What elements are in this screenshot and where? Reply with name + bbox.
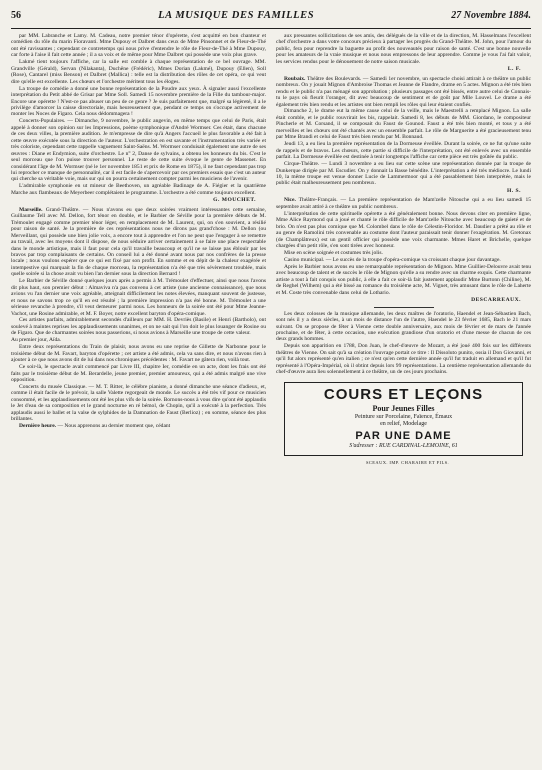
city-heading: Roubaix.	[284, 75, 306, 82]
article-paragraph	[11, 344, 266, 363]
ad-line-1: Peinture sur Porcelaine, Faïence, Émaux	[354, 413, 453, 420]
paragraph-text: Entre deux représentations du Train de plaisir, nous avons eu une reprise de Gillette de Narbonne pour le troisième début de M. Favart, baryton d'opérette ; cet artiste a été admis, cela va sans dire, et nous n'avons rien à ajouter à ce que nous avons dit de lui dans nos chroniques précédentes : M. Favart ne gâtera rien, voilà tout.	[11, 344, 266, 364]
right-column-part-4	[276, 311, 531, 376]
article-paragraph	[276, 108, 531, 140]
article-paragraph	[276, 311, 531, 343]
paragraph-text: Théâtre des Boulevards. — Samedi 1er novembre, un spectacle choisi attirait à ce théâtre un public nombreux. On y jouait Mignon d'Ambroise Thomas et Jeanne de Flandre, drame en 5 actes. Mignon a été très bien rendu et le public n'a pas ménagé son approbation ; plusieurs passages ont été bissés, entre autre celui de Connais-tu le pays où fleurit l'oranger, dit avec beaucoup de sentiment et de goût par Mlle Louvel. Le drame a été également très bien rendu et les artistes ont bien rempli les rôles qui leur étaient confiés.	[276, 75, 531, 108]
paragraph-text: — Nous apprenons au dernier moment que, cédant	[56, 423, 171, 430]
city-heading: Nice.	[284, 197, 296, 204]
article-paragraph	[11, 278, 266, 317]
article-paragraph	[11, 207, 266, 278]
paragraph-text: Les deux colosses de la musique allemande, les deux maîtres de l'oratorio, Haendel et Jean-Sébastien Bach, sont nés il y a deux siècles, à un mois de distance l'un de l'autre, Haendel le 23 février 1685, Bach le 21 mars suivant. On se propose de fêter à Vienne cette double anniversaire, aux mois de février et de mars de l'année prochaine, et de fêter, à cette occasion, une exécution grandiose d'un oratorio et d'une messe de chacun de ces deux grands hommes.	[276, 310, 531, 343]
paragraph-text: Concerts-Populaires. — Dimanche, 9 novembre, le public angevin, en même temps que celui de Paris, était appelé à donner son opinion sur les Impressions, poème symphonique d'André Wormser. Ces était, dans chacune de ces deux villes, la première audition. Je m'empresse de dire qu'à Angers l'accueil le plus favorable a été fait à cette œuvre exécutée sous la direction de l'auteur. L'orchestration en est savante et l'instrumentation très variée et très coloriste, cependant cette rappelle vaguement Saint-Saëns. M. Wormser conduisait également une autre de ses œuvres : Diane et Endymion, suite d'orchestre. Le n° 2, Danse de sylvains, a obtenu les honneurs du bis. C'est le seul morceau que l'on puisse trouver personnel. Le reste de cette suite évoque le genre de Massenet. En considérant l'âge de M. Wormser (né le 1er novembre 1851 et prix de Rome en 1875), il ne faut cependant pas trop lui reprocher ce manque de personnalité, car il est facile de s'apercevoir par ces premiers essais que c'est un auteur qui cherche sa véritable voie, mais sur qui on pourra certainement compter parmi les musiciens de l'avenir.	[11, 118, 266, 183]
article-paragraph	[11, 423, 266, 429]
paragraph-text: L'admirable symphonie en ut mineur de Beethoven, un agréable Badinage de A. Fiégier et la quatrième Marche aux flambeaux de Meyerbeer complétaient le programme. L'orchestre a été comme toujours excellent.	[11, 183, 266, 196]
paragraph-text: Le Barbier de Séville donné quelques jours après a permis à M. Trémoulet d'effectuer, ainsi que nous l'avons dit plus haut, son premier début : Almaviva n'a pas convenu à cet artiste (une ancienne connaissance), que nous avions vu l'an dernier une voix agréable, atteignait difficilement les notes élevées, manquant souvent de justesse, et nous ne savons trop ce qu'il en est résulté ; la première impression n'a pas été bonne. M. Trémoulet a une sérieuse revanche à prendre, s'il veut demeurer parmi nous. Les honneurs de la soirée ont été pour Mme Jeanne-Vachot, une Rosine admirable, et M. F. Boyer, notre excellent baryton d'opéra-comique.	[11, 278, 266, 317]
paragraph-text: Lakmé tient toujours l'affiche, car la salle est comble à chaque représentation de ce bel ouvrage. MM. Grandville (Gérald), Servan (Nilakanta), Duchêne (Frédéric), Mmes Dorian (Lakmé), Dupouy (Ellen), Soll (Rose), Cantarel (miss Benson) et Dalbret (Mallica) : telle est la distribution des rôles de cet opéra, ce qui veut dire qu'elle est excellente. Les chœurs et l'orchestre méritent tous les éloges.	[11, 59, 266, 85]
header-rule	[11, 28, 531, 29]
paragraph-text: La troupe de comédie a donné une bonne représentation de la Poudre aux yeux. À signaler aussi l'excellente interprétation du Petit abbé de Grisar par Mme Soll. Samedi 15 novembre première de la Fille du tambour-major. Encore une opérette ! N'est-ce pas abuser un peu de ce genre ? Je suis parfaitement que, malgré sa légèreté, il a le privilège d'amorcer la caisse directoriale, mais heureusement que, pendant ce temps on s'occupe activement de monter les Noces de Figaro. Cela nous dédommagera !	[11, 85, 266, 118]
city-heading: Dernière heure.	[19, 423, 57, 430]
paragraph-text: Dimanche 2, le drame eut la même cause celui de la veille, mais le Maestrelli a remplacé Mignon. La salle était comble, et le public rouvrirait les bis, rappelait. Samedi 8, les débuts de MM. Giordano, le compositeur Pincherle et M. Corsand, il se composait du Faust de Gounod. Faust a été très bien monté, et tous y a été merveilles et les chœurs ont été chantés avec un ensemble parfait. Le rôle de Marguerite a été gracieusement tenu par Mme Brandi et celui de Faust très bien rendu par M. Bonnaud.	[276, 108, 531, 141]
separator-rule	[374, 307, 434, 308]
left-column-part-2	[11, 207, 266, 430]
article-paragraph	[11, 59, 266, 85]
paragraph-text: Mise en scène soignée et costumes très jolis.	[284, 250, 383, 256]
paragraph-text: par MM. Labranche et Lamy. M. Cadeau, notre premier ténor d'opérette, s'est acquitté en bon chanteur et comédien du rôle du marin Fioravanti. Mme Dupouy et Dalbret dans ceux de Mme Pinsonnet et de Fleur-de-Thé ont été ravissantes ; cependant ce contretemps qui nous prive d'entendre le rôle de Fleur-de-Thé à Mme Dupouy, car forte à l'aise il fait cette année ; il a sa voix et de même pour Mme Dalbret qui possède une voix plus grave.	[11, 33, 266, 59]
right-column-part-1	[276, 33, 531, 65]
article-paragraph	[276, 211, 531, 250]
article-paragraph	[11, 183, 266, 196]
article-paragraph	[276, 343, 531, 375]
ad-address: S'adresser : RUE CARDINAL-LEMOINE, 61	[349, 442, 458, 449]
paragraph-text: Depuis son apparition en 1788, Don Juan, le chef-d'œuvre de Mozart, a été joué 400 fois sur les différents théâtres de Vienne. On sait qu'à sa création l'ouvrage portait ce titre : Il Dissoluto punito, ossia il Don Giovanni, et qu'il fut alors représenté qu'en italien ; ce n'est qu'en cette dernière année qu'il fut traduit en allemand et qu'il fut représenté à l'Opéra-Impérial, où il obtint depuis lors 99 représentations. La centième représentation allemande du chef-d'œuvre aura lieu solennellement à ce théâtre, un de ces jours prochains.	[276, 343, 531, 376]
article-paragraph	[276, 197, 531, 210]
article-paragraph	[11, 317, 266, 336]
paragraph-text: Concerts du musée Classique. — M. T. Ritter, le célèbre pianiste, a donné dimanche une séance d'adieux, et, comme il était facile de le prévoir, la salle Valette regorgeait de monde. Le succès a été très vif pour ce musicien consommé, et les applaudissements ont été les plus vifs de la soirée. Bornons-nous à vous dire qu'ont été applaudis le Jet d'eau de sa composition et le grand nocturne en ré bémol, de Chopin, qu'il a exécuté à la perfection. Très applaudis aussi le ballet et la valse de sylphides de la Damnation de Faust (Berlioz) ; en somme, séance des plus brillantes.	[11, 384, 266, 423]
paragraph-text: Casino municipal. — Le succès de la troupe d'opéra-comique va croissant chaque jour davantage.	[284, 256, 501, 263]
paragraph-text: aux pressantes sollicitations de ses amis, des délégués de la ville et de la direction, M. Hasselmans l'excellent chef d'orchestre a dans votre concours précieux à partager les progrès du Grand-Théâtre. M. John, pour l'amour du public, fera pour reprendre la baguette au profit des nouveautés pour raison de santé. C'est une bonne nouvelle pour les amateurs de la vraie musique et nous nous empressons de leur apprendre. Comme je vous l'ai fait valoir, les services rendus pour le dénouement de notre saison musicale.	[276, 33, 531, 65]
left-column-part-1	[11, 33, 266, 196]
ad-subtitle: Pour Jeunes Filles	[372, 403, 435, 413]
article-paragraph	[11, 33, 266, 59]
article-paragraph	[276, 264, 531, 296]
page-number: 56	[11, 10, 21, 21]
ad-name: PAR UNE DAME	[355, 429, 452, 442]
article-paragraph	[11, 364, 266, 383]
left-column	[11, 33, 266, 743]
right-column	[276, 33, 531, 743]
article-paragraph	[11, 86, 266, 118]
page	[11, 10, 531, 750]
page-header	[11, 10, 531, 26]
article-paragraph	[276, 76, 531, 108]
advertisement-box	[284, 382, 523, 456]
issue-date: 27 Novembre 1884.	[451, 10, 531, 21]
paragraph-text: L'interprétation de cette spirituelle opérette a été généralement bonne. Nous devons citer en première ligne, Mme Alice Raymond qui a joué et chanté le rôle difficile de Mam'zelle Nitouche avec beaucoup de gaieté et de brio. On n'est pas plus comique que M. Colombel dans le rôle de Célestin-Floridor. M. Daudier a prêté au rôle et au genre de Ramolini très convenable au costume dont l'auteur paraissait tenir donner l'exagération. M. Gretonax (de Champlâtreux) est un gentil officier qui possède une voix charmante. Mmes Haret et Brichelle, quelque chargées d'un petit rôle, s'en sont tirées avec honneur.	[276, 210, 531, 250]
article-paragraph	[11, 384, 266, 423]
article-paragraph	[276, 33, 531, 65]
article-paragraph	[276, 141, 531, 160]
article-paragraph	[11, 118, 266, 183]
right-column-part-2	[276, 76, 531, 187]
city-heading: Marseille.	[19, 206, 43, 213]
paragraph-text: Grand-Théâtre. — Nous n'avons eu que deux soirées vraiment intéressantes cette semaine, Guillaume Tell avec M. Dellon, fort ténor en double, et le Barbier de Séville pour la première débuts de M. Trémoulet engagé comme premier ténor léger, en remplacement de M. Laurent, qui, on s'en souvient, a résilié pour raison de santé. Je la première de ces représentations nous ne dirons pas grand'chose : M. Dellon (ou Merveillant, qui possède une bien jolie voix, a encore tout à apprendre et l'on ne peut que l'engager à se remettre au travail, avec les moyens dont il dispose, de nous séduire arriver certainement à se faire une place respectable dans le monde artistique, mais il faut pour cela qu'il travaille beaucoup et qu'il ne se laisse pas éblouir par les bravos par trop complaisants de certains. On conseil lui a été donné avant nous par nos confrères de la presse locale ; nous voulons espérer que ce qui est fixé par son profit. En somme et en dépit de la chaleur exagérée et intempestive qui marquait la fin de chaque morceau, la représentation n'a été que très sévèrement troublée, mais quelle soirée si la chose avait vu bien l'an dernier sous la direction Bernard !	[11, 206, 266, 278]
signature-lf: L. F.	[507, 66, 521, 73]
ad-title: COURS ET LEÇONS	[323, 385, 484, 403]
right-column-part-3	[276, 197, 531, 296]
paragraph-text: Au premier jour, Aïda.	[11, 337, 62, 344]
paragraph-text: Théâtre-Français. — La première représentation de Mam'zelle Nitouche qui a eu lieu samedi 15 septembre avait attiré à ce théâtre un public nombreux.	[276, 197, 531, 210]
printer-imprint: SCEAUX. IMP. CHARAIRE ET FILS.	[365, 459, 450, 465]
article-paragraph	[276, 257, 531, 263]
columns	[11, 33, 531, 743]
signature-mouchet: G. MOUCHET.	[213, 197, 256, 204]
paragraph-text: Ce soir-là, le spectacle avait commencé par Livre III, chapitre Ier, comédie en un acte, dont les frais ont été faits par le troisième début de M. Berardelle, jeune premier, premier amoureux, qui a été admis malgré une vive opposition.	[11, 364, 266, 384]
article-paragraph	[276, 161, 531, 187]
journal-title: LA MUSIQUE DES FAMILLES	[158, 10, 315, 21]
paragraph-text: Après le Barbier nous avons eu une remarquable représentation de Mignon. Mme Guillier-Delouvre avait tenu avec beaucoup de talent et de succès le rôle de Mignon qu'elle a su rendre avec un charme exquis. Cette charmante artiste a tout à fait conquis son public, à elle a fait ce soir-là fait justement applaudir Mme Burtonn (Chiline), M. de Reghel (Wilhem) qui a été bissé au romance du troisième acte, M. Vignet, très amusant dans le rôle de Laherte et M. Coste très convenable dans celui de Lothario.	[276, 263, 531, 296]
article-paragraph	[11, 337, 266, 343]
signature-descarreaux: DESCARREAUX.	[471, 297, 521, 304]
signature-hs: H. S.	[506, 187, 521, 194]
article-paragraph	[276, 250, 531, 256]
ad-line-2: en relief, Modelage	[380, 421, 427, 428]
paragraph-text: Jeudi 13, a eu lieu la première représentation de la Dormeuse éveillée. Durant la soirée, ce ne fut qu'une suite de rappels et de bravos. Les chœurs, cette partie si difficile de l'interprétation, ont été enlevés avec un ensemble parfait. La Dormeuse éveillée est destinée à tenir longtemps l'affiche car cette pièce est très goûtée du public.	[276, 141, 531, 161]
paragraph-text: Cirque-Théâtre. — Lundi 3 novembre a eu lieu sur cette scène une représentation donnée par la troupe de Dunkerque dirigée par M. Escudier. On y donnait la Basse bénédite. L'interprétation a été très médiocre. Le lundi 10, la même troupe est venue donner Lucie de Lammermoor qui a été passablement bien interprétée, mais le public était malheureusement peu nombreux.	[276, 161, 531, 187]
paragraph-text: Ces artistes parfaits, admirablement secondés d'ailleurs par MM. H. Devriès (Basile) et Henri (Bartholo), ont soulevé à maintes reprises les applaudissements unanimes, et on ne sait qui l'on doit le plus louanger de Rosine ou de Figaro. Que de charmantes soirées nous passerions, si nous avions à Marseille une troupe de cette valeur.	[11, 317, 266, 337]
